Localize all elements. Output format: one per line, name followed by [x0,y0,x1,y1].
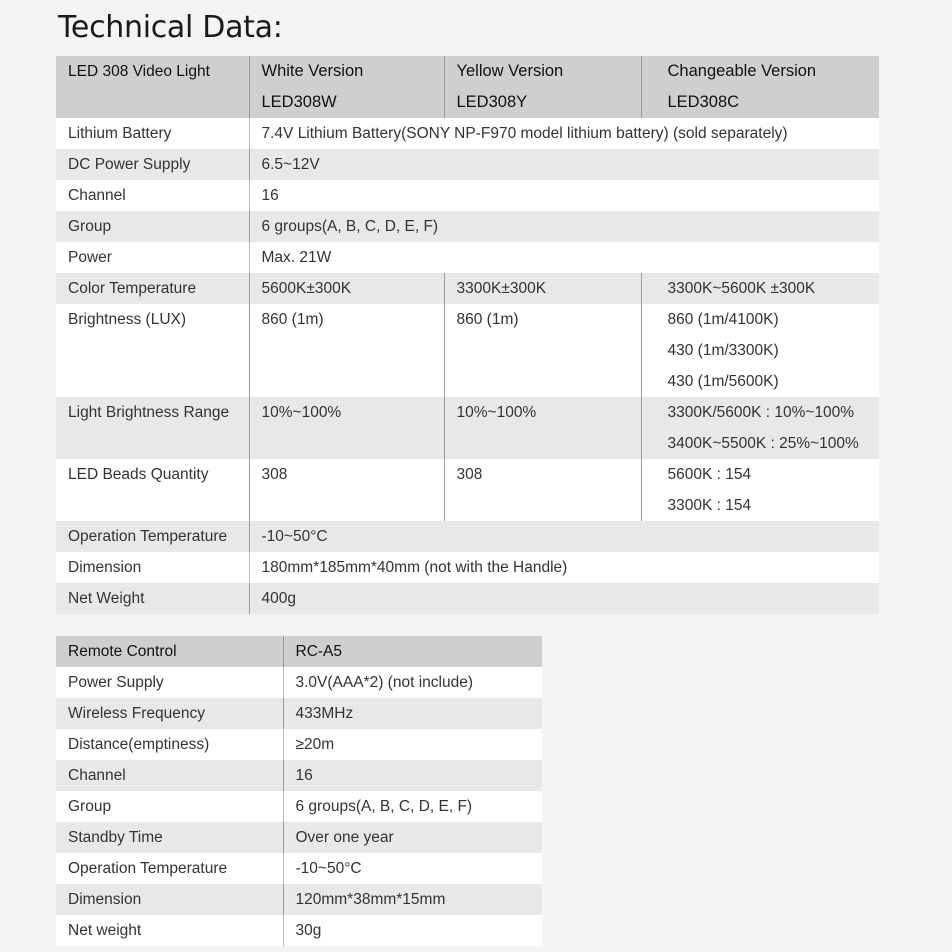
white-version-model: LED308W [261,93,337,111]
remote-row-value: ≥20m [283,729,542,760]
table-row [56,304,879,397]
weight-value: 400g [249,583,879,614]
dimension-label: Dimension [56,552,249,583]
table-row [56,459,879,521]
remote-header-row [56,636,542,667]
brightness-changeable-line: 430 (1m/5600K) [667,373,779,390]
table-row [56,583,879,614]
table-row [56,273,879,304]
remote-row-value: Over one year [283,822,542,853]
color-temp-label: Color Temperature [56,273,249,304]
changeable-version-name: Changeable Version [667,62,817,80]
range-changeable-line: 3400K~5500K : 25%~100% [667,435,859,452]
remote-row-label: Wireless Frequency [56,698,283,729]
range-white: 10%~100% [249,397,444,459]
beads-changeable [641,459,879,521]
beads-changeable-line: 5600K : 154 [667,466,752,483]
white-version-header [249,56,444,118]
remote-row-value: -10~50°C [283,853,542,884]
weight-label: Net Weight [56,583,249,614]
group-label: Group [56,211,249,242]
power-label: Power [56,242,249,273]
page-title: Technical Data: [58,10,283,45]
remote-row-value: 3.0V(AAA*2) (not include) [283,667,542,698]
remote-row-value: 30g [283,915,542,946]
remote-row-value: 6 groups(A, B, C, D, E, F) [283,791,542,822]
group-value: 6 groups(A, B, C, D, E, F) [249,211,879,242]
remote-row-label: Operation Temperature [56,853,283,884]
yellow-version-model: LED308Y [456,93,528,111]
color-temp-changeable: 3300K~5600K ±300K [641,273,879,304]
op-temp-label: Operation Temperature [56,521,249,552]
changeable-version-model: LED308C [667,93,740,111]
brightness-changeable [641,304,879,397]
brightness-white: 860 (1m) [249,304,444,397]
remote-row-label: Distance(emptiness) [56,729,283,760]
changeable-version-header [641,56,879,118]
range-yellow: 10%~100% [444,397,641,459]
brightness-changeable-line: 860 (1m/4100K) [667,311,779,328]
remote-row-value: 433MHz [283,698,542,729]
beads-yellow: 308 [444,459,641,521]
table-row [56,521,879,552]
table-row [56,729,542,760]
table-row [56,698,542,729]
remote-header-value: RC-A5 [283,636,542,667]
remote-row-label: Net weight [56,915,283,946]
yellow-version-header [444,56,641,118]
remote-row-value: 120mm*38mm*15mm [283,884,542,915]
remote-row-label: Group [56,791,283,822]
color-temp-yellow: 3300K±300K [444,273,641,304]
dc-label: DC Power Supply [56,149,249,180]
spec-header-row [56,56,879,118]
brightness-yellow: 860 (1m) [444,304,641,397]
table-row [56,667,542,698]
channel-value: 16 [249,180,879,211]
table-row [56,552,879,583]
table-row [56,180,879,211]
table-row [56,760,542,791]
table-row [56,915,542,946]
table-row [56,149,879,180]
remote-row-label: Dimension [56,884,283,915]
range-changeable [641,397,879,459]
range-changeable-line: 3300K/5600K : 10%~100% [667,404,855,421]
color-temp-white: 5600K±300K [249,273,444,304]
range-label: Light Brightness Range [56,397,249,459]
white-version-name: White Version [261,62,364,80]
battery-label: Lithium Battery [56,118,249,149]
remote-table [56,636,542,946]
remote-row-label: Standby Time [56,822,283,853]
dc-value: 6.5~12V [249,149,879,180]
remote-header-label: Remote Control [56,636,283,667]
table-row [56,397,879,459]
spec-table [56,56,879,614]
power-value: Max. 21W [249,242,879,273]
beads-changeable-line: 3300K : 154 [667,497,752,514]
table-row [56,791,542,822]
brightness-label: Brightness (LUX) [56,304,249,397]
remote-row-label: Channel [56,760,283,791]
brightness-changeable-line: 430 (1m/3300K) [667,342,779,359]
table-row [56,118,879,149]
yellow-version-name: Yellow Version [456,62,564,80]
table-row [56,853,542,884]
remote-row-value: 16 [283,760,542,791]
table-row [56,242,879,273]
remote-row-label: Power Supply [56,667,283,698]
table-row [56,822,542,853]
channel-label: Channel [56,180,249,211]
dimension-value: 180mm*185mm*40mm (not with the Handle) [249,552,879,583]
beads-white: 308 [249,459,444,521]
op-temp-value: -10~50°C [249,521,879,552]
beads-label: LED Beads Quantity [56,459,249,521]
table-row [56,211,879,242]
table-row [56,884,542,915]
spec-header-label: LED 308 Video Light [56,56,249,118]
battery-value: 7.4V Lithium Battery(SONY NP-F970 model lithium battery) (sold separately) [249,118,879,149]
